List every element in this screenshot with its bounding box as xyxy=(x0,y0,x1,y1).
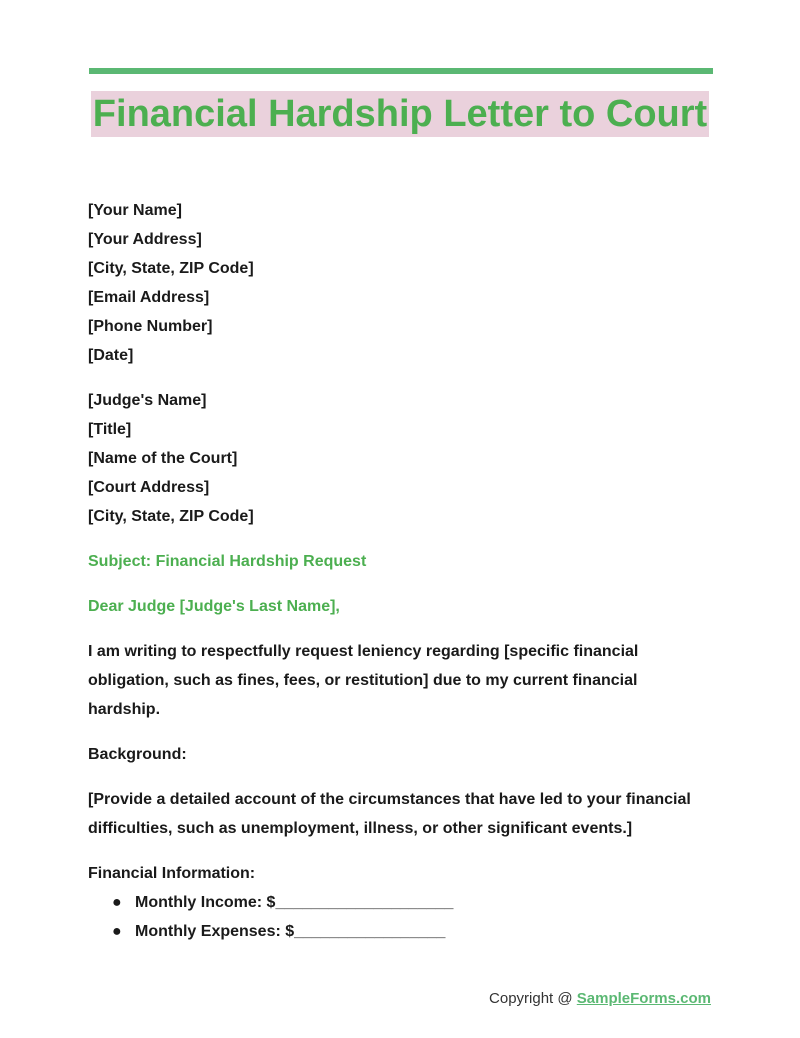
title-container xyxy=(0,91,800,137)
judge-name: [Judge's Name] xyxy=(88,392,207,409)
bullet-icon: ● xyxy=(112,923,122,940)
letter-date: [Date] xyxy=(88,347,134,364)
list-item xyxy=(88,917,712,946)
monthly-expenses-item: Monthly Expenses: $_________________ xyxy=(135,923,446,940)
monthly-income-item: Monthly Income: $____________________ xyxy=(135,894,454,911)
background-paragraph: [Provide a detailed account of the circumstances that have led to your financial difficulties, such as unemployment, illness, or other significant events.] xyxy=(88,791,691,837)
sender-email: [Email Address] xyxy=(88,289,210,306)
page-title: Financial Hardship Letter to Court xyxy=(92,93,708,135)
court-address: [Court Address] xyxy=(88,479,210,496)
background-heading: Background: xyxy=(88,746,187,763)
sender-address: [Your Address] xyxy=(88,231,202,248)
recipient-block xyxy=(88,386,712,531)
judge-title: [Title] xyxy=(88,421,132,438)
bullet-icon: ● xyxy=(112,894,122,911)
sender-name: [Your Name] xyxy=(88,202,182,219)
court-city-state-zip: [City, State, ZIP Code] xyxy=(88,508,254,525)
intro-paragraph: I am writing to respectfully request leniency regarding [specific financial obligation, such as fines, fees, or restitution] due to my current financial hardship. xyxy=(88,643,639,718)
financial-list xyxy=(88,888,712,946)
sampleforms-link[interactable]: SampleForms.com xyxy=(576,990,711,1007)
subject-line: Subject: Financial Hardship Request xyxy=(88,553,367,570)
copyright-prefix: Copyright @ xyxy=(489,990,577,1007)
letter-body xyxy=(88,196,712,946)
top-divider xyxy=(89,68,713,74)
financial-heading: Financial Information: xyxy=(88,865,256,882)
salutation: Dear Judge [Judge's Last Name], xyxy=(88,598,340,615)
sender-city-state-zip: [City, State, ZIP Code] xyxy=(88,260,254,277)
copyright-footer xyxy=(0,990,711,1007)
list-item xyxy=(88,888,712,917)
sender-block xyxy=(88,196,712,370)
sender-phone: [Phone Number] xyxy=(88,318,213,335)
court-name: [Name of the Court] xyxy=(88,450,238,467)
